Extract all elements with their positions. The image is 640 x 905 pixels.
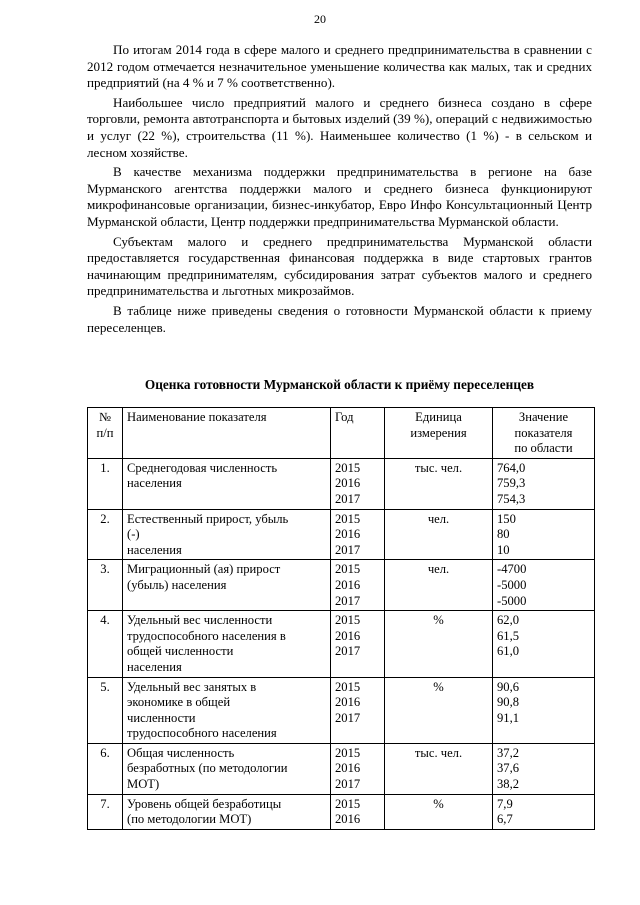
paragraph: Наибольшее число предприятий малого и среднего бизнеса создано в сфере торговли, ремонта автотранспорта и бытовых изделий (39 %), операций с недвижимостью и услуг (22 %), строительства (11 %). Наименьшее количество (1 %) - в сельском и лесном хозяйстве. <box>87 94 592 160</box>
values: 150 80 10 <box>493 509 595 560</box>
row-number: 3. <box>88 560 123 611</box>
indicator-name: Естественный прирост, убыль (-) населения <box>123 509 331 560</box>
indicator-name: Уровень общей безработицы (по методологии МОТ) <box>123 794 331 829</box>
years: 2015 2016 2017 <box>331 611 385 677</box>
table-row <box>88 560 595 611</box>
years: 2015 2016 2017 <box>331 509 385 560</box>
page-number: 20 <box>314 12 326 26</box>
row-number: 1. <box>88 458 123 509</box>
table-row <box>88 611 595 677</box>
values: 764,0 759,3 754,3 <box>493 458 595 509</box>
header-value: Значение показателя по области <box>493 408 595 459</box>
indicator-name: Удельный вес занятых в экономике в общей численности трудоспособного населения <box>123 677 331 743</box>
unit: % <box>385 794 493 829</box>
row-number: 7. <box>88 794 123 829</box>
table-row <box>88 794 595 829</box>
indicator-name: Общая численность безработных (по методологии МОТ) <box>123 743 331 794</box>
header-year: Год <box>331 408 385 459</box>
years: 2015 2016 2017 <box>331 560 385 611</box>
header-number: № п/п <box>88 408 123 459</box>
unit: тыс. чел. <box>385 458 493 509</box>
paragraph: По итогам 2014 года в сфере малого и среднего предпринимательства в сравнении с 2012 годом отмечается незначительное уменьшение количества как малых, так и средних предприятий (на 4 % и 7 % соответственно). <box>87 42 592 91</box>
body-text <box>87 42 592 339</box>
paragraph: В качестве механизма поддержки предпринимательства в регионе на базе Мурманского агентства поддержки малого и среднего бизнеса функционируют микрофинансовые организации, бизнес-инкубатор, Евро Инфо Консультационный Центр Мурманской области, Центр поддержки предпринимательства Мурманской области. <box>87 164 592 229</box>
values: 37,2 37,6 38,2 <box>493 743 595 794</box>
paragraph: Субъектам малого и среднего предпринимательства Мурманской области предоставляется государственная финансовая поддержка в виде стартовых грантов начинающим предпринимателям, субсидирования затрат субъектов малого и среднего предпринимательства и льготных микрозаймов. <box>87 233 592 299</box>
unit: чел. <box>385 560 493 611</box>
row-number: 6. <box>88 743 123 794</box>
unit: % <box>385 677 493 743</box>
indicator-name: Среднегодовая численность населения <box>123 458 331 509</box>
unit: тыс. чел. <box>385 743 493 794</box>
years: 2015 2016 2017 <box>331 458 385 509</box>
indicators-table <box>87 407 595 830</box>
row-number: 4. <box>88 611 123 677</box>
unit: чел. <box>385 509 493 560</box>
table-row <box>88 458 595 509</box>
years: 2015 2016 2017 <box>331 743 385 794</box>
table-row <box>88 677 595 743</box>
table-row <box>88 743 595 794</box>
years: 2015 2016 2017 <box>331 677 385 743</box>
table-header-row <box>88 408 595 459</box>
years: 2015 2016 <box>331 794 385 829</box>
values: -4700 -5000 -5000 <box>493 560 595 611</box>
indicator-name: Удельный вес численности трудоспособного населения в общей численности населения <box>123 611 331 677</box>
values: 90,6 90,8 91,1 <box>493 677 595 743</box>
paragraph: В таблице ниже приведены сведения о готовности Мурманской области к приему переселенцев. <box>87 302 592 335</box>
row-number: 5. <box>88 677 123 743</box>
indicator-name: Миграционный (ая) прирост (убыль) населения <box>123 560 331 611</box>
values: 62,0 61,5 61,0 <box>493 611 595 677</box>
unit: % <box>385 611 493 677</box>
row-number: 2. <box>88 509 123 560</box>
header-unit: Единица измерения <box>385 408 493 459</box>
table-row <box>88 509 595 560</box>
table-title: Оценка готовности Мурманской области к приёму переселенцев <box>144 377 535 392</box>
values: 7,9 6,7 <box>493 794 595 829</box>
header-indicator-name: Наименование показателя <box>123 408 331 459</box>
